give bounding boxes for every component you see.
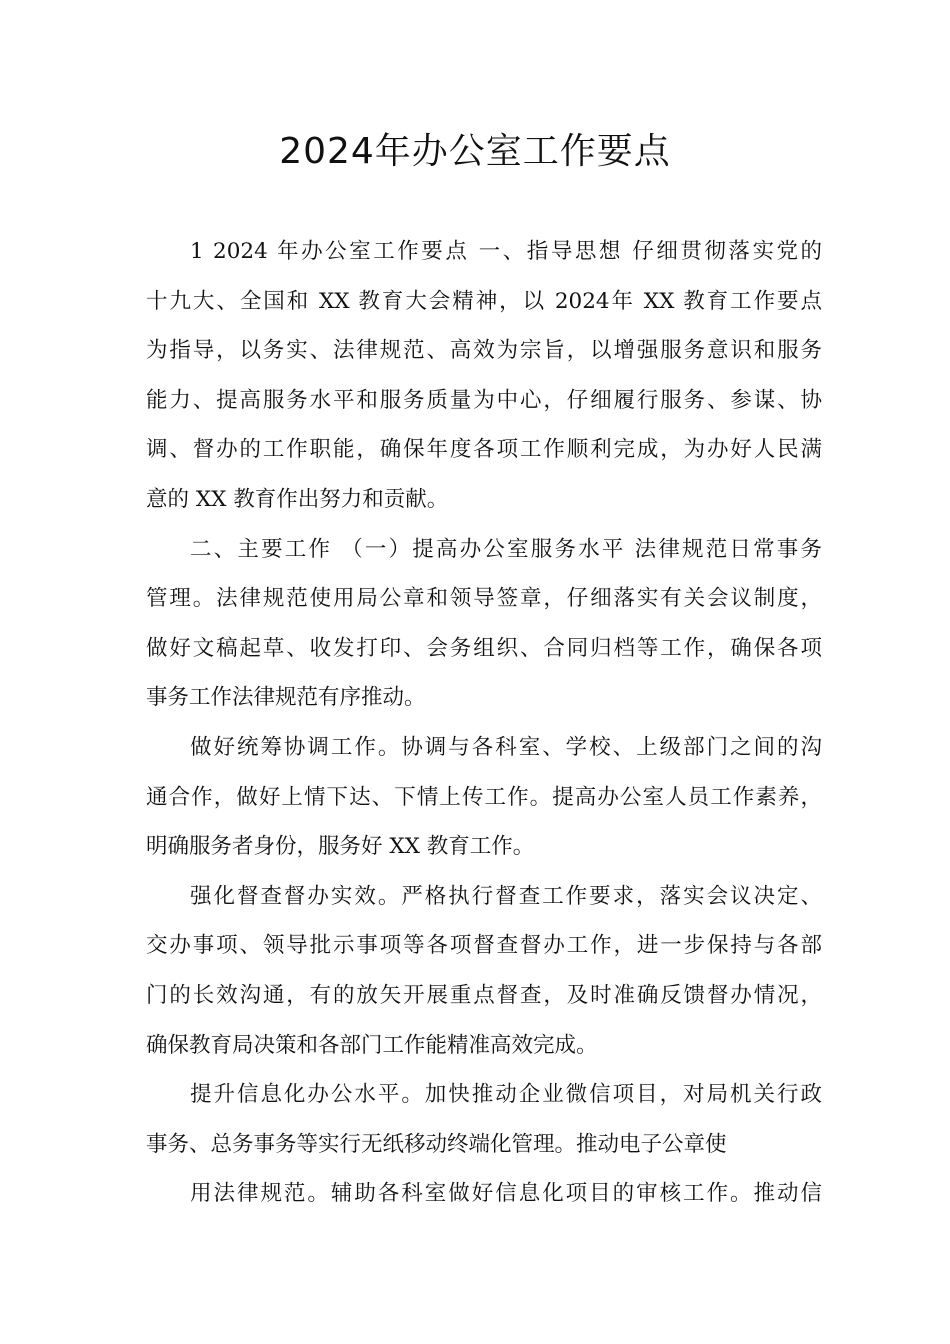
paragraph-line: 为指导，以务实、法律规范、高效为宗旨，以增强服务意识和服务 <box>146 338 822 364</box>
paragraph-line: 二、主要工作 （一）提高办公室服务水平 法律规范日常事务 <box>190 536 822 562</box>
paragraph-line: 用法律规范。辅助各科室做好信息化项目的审核工作。推动信 <box>190 1181 822 1207</box>
paragraph-line: 通合作，做好上情下达、下情上传工作。提高办公室人员工作素养， <box>146 784 822 810</box>
paragraph-line: 能力、提高服务水平和服务质量为中心，仔细履行服务、参谋、协 <box>146 387 822 413</box>
document-body <box>146 227 822 1219</box>
paragraph-line: 做好统筹协调工作。协调与各科室、学校、上级部门之间的沟 <box>190 734 822 760</box>
paragraph-line: 十九大、全国和 XX 教育大会精神，以 2024年 XX 教育工作要点 <box>146 288 822 314</box>
paragraph-line: 明确服务者身份，服务好 XX 教育工作。 <box>146 834 535 860</box>
paragraph-line: 确保教育局决策和各部门工作能精准高效完成。 <box>146 1032 598 1058</box>
paragraph-line: 1 2024 年办公室工作要点 一、指导思想 仔细贯彻落实党的 <box>190 239 822 264</box>
paragraph-line: 做好文稿起草、收发打印、会务组织、合同归档等工作，确保各项 <box>146 635 822 661</box>
paragraph-line: 管理。法律规范使用局公章和领导签章，仔细落实有关会议制度， <box>146 586 822 612</box>
paragraph-line: 事务工作法律规范有序推动。 <box>146 685 426 711</box>
paragraph-line: 意的 XX 教育作出努力和贡献。 <box>146 486 449 512</box>
document-title: 2024年办公室工作要点 <box>279 131 671 172</box>
paragraph-line: 门的长效沟通，有的放矢开展重点督查，及时准确反馈督办情况， <box>146 982 822 1008</box>
paragraph-line: 事务、总务事务等实行无纸移动终端化管理。推动电子公章使 <box>146 1131 727 1157</box>
paragraph-line: 强化督查督办实效。严格执行督查工作要求，落实会议决定、 <box>190 883 822 909</box>
paragraph-line: 提升信息化办公水平。加快推动企业微信项目，对局机关行政 <box>190 1082 822 1108</box>
paragraph-line: 调、督办的工作职能，确保年度各项工作顺利完成，为办好人民满 <box>146 437 822 463</box>
paragraph-line: 交办事项、领导批示事项等各项督查督办工作，进一步保持与各部 <box>146 933 822 959</box>
